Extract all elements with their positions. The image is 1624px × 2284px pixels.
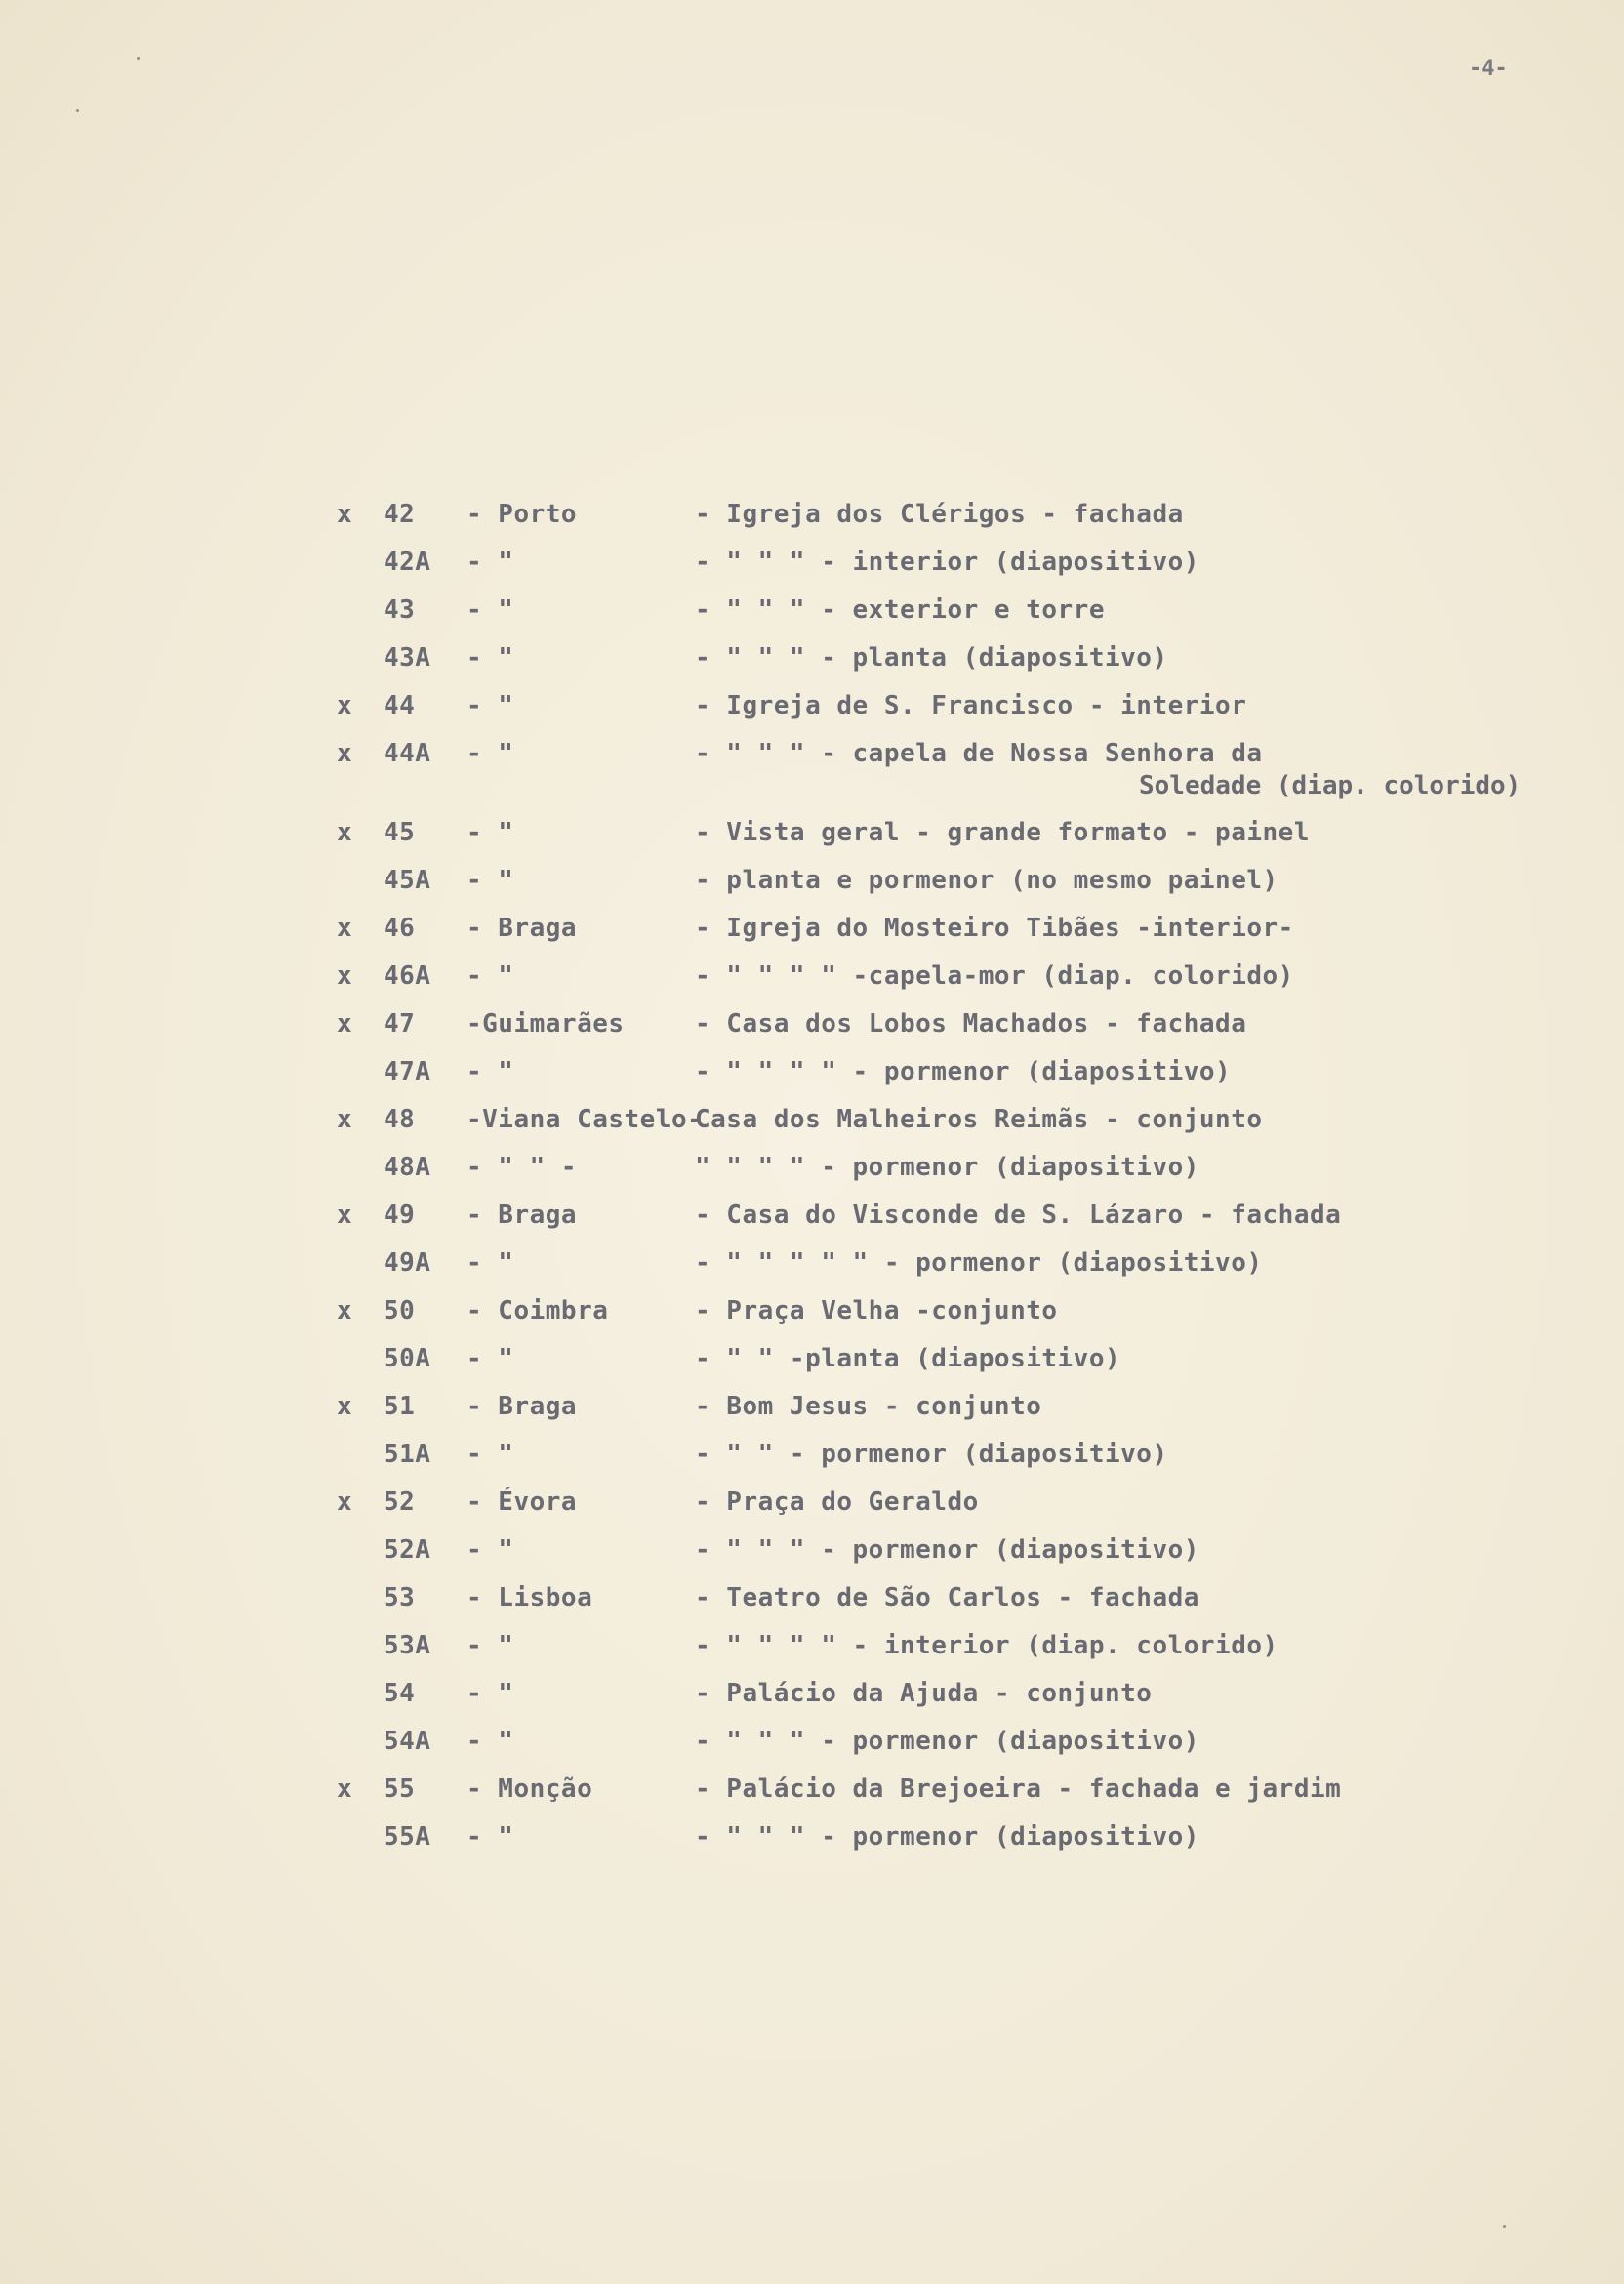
paper-speck xyxy=(1503,2225,1506,2228)
entry-description: - " " " - capela de Nossa Senhora da xyxy=(695,739,1263,768)
entry-place: - Braga xyxy=(467,914,578,943)
entry-description: - " " " - pormenor (diapositivo) xyxy=(695,1535,1199,1565)
entry-number: 45 xyxy=(384,818,416,847)
entry-place: - " xyxy=(467,548,514,577)
entry-place: - " xyxy=(467,866,514,895)
entry-mark: x xyxy=(337,1105,353,1134)
entry-description: - Casa dos Lobos Machados - fachada xyxy=(695,1009,1247,1039)
entry-description: - Praça Velha -conjunto xyxy=(695,1296,1058,1326)
entry-number: 52A xyxy=(384,1535,431,1565)
entry-place: - " xyxy=(467,1248,514,1278)
entry-number: 55A xyxy=(384,1822,431,1852)
entry-number: 42 xyxy=(384,500,416,529)
entry-mark: x xyxy=(337,1774,353,1804)
entry-description: - " " - pormenor (diapositivo) xyxy=(695,1440,1168,1469)
entry-number: 53 xyxy=(384,1583,416,1612)
entry-place: - " xyxy=(467,1344,514,1373)
entry-place: - " xyxy=(467,1822,514,1852)
entry-mark: x xyxy=(337,914,353,943)
entry-number: 44 xyxy=(384,691,416,720)
entry-description: - " " " - planta (diapositivo) xyxy=(695,643,1168,673)
paper-speck xyxy=(137,57,140,60)
entry-mark: x xyxy=(337,1488,353,1517)
entry-number: 48 xyxy=(384,1105,416,1134)
entry-description: - " " " " -capela-mor (diap. colorido) xyxy=(695,961,1294,991)
entry-place: - Lisboa xyxy=(467,1583,593,1612)
entry-mark: x xyxy=(337,1296,353,1326)
entry-place: - " xyxy=(467,643,514,673)
entry-description: - planta e pormenor (no mesmo painel) xyxy=(695,866,1279,895)
entry-description: - " " " " " - pormenor (diapositivo) xyxy=(695,1248,1263,1278)
entry-description: - Palácio da Ajuda - conjunto xyxy=(695,1679,1153,1708)
entry-place: - " xyxy=(467,961,514,991)
entry-mark: x xyxy=(337,1392,353,1421)
entry-place: - " xyxy=(467,595,514,625)
entry-description: - Igreja dos Clérigos - fachada xyxy=(695,500,1184,529)
entry-number: 51A xyxy=(384,1440,431,1469)
entry-description: - " " " " - interior (diap. colorido) xyxy=(695,1631,1279,1660)
entry-number: 48A xyxy=(384,1153,431,1182)
entry-place: - Porto xyxy=(467,500,578,529)
entry-description: " " " " - pormenor (diapositivo) xyxy=(695,1153,1199,1182)
entry-place: - Braga xyxy=(467,1392,578,1421)
entry-place: - " xyxy=(467,1440,514,1469)
entry-number: 52 xyxy=(384,1488,416,1517)
entry-mark: x xyxy=(337,1201,353,1230)
entry-place: - " xyxy=(467,1057,514,1086)
entry-place: -Viana Castelo- xyxy=(467,1105,704,1134)
entry-description: - Bom Jesus - conjunto xyxy=(695,1392,1042,1421)
entry-number: 49A xyxy=(384,1248,431,1278)
entry-mark: x xyxy=(337,500,353,529)
entry-number: 46 xyxy=(384,914,416,943)
entry-number: 45A xyxy=(384,866,431,895)
entry-number: 44A xyxy=(384,739,431,768)
entry-place: -Guimarães xyxy=(467,1009,625,1039)
entry-place: - " xyxy=(467,1727,514,1756)
entry-place: - Monção xyxy=(467,1774,593,1804)
entry-description: - Teatro de São Carlos - fachada xyxy=(695,1583,1199,1612)
entry-description: - " " " - interior (diapositivo) xyxy=(695,548,1199,577)
entry-place: - " " - xyxy=(467,1153,578,1182)
entry-number: 55 xyxy=(384,1774,416,1804)
entry-number: 43 xyxy=(384,595,416,625)
entry-number: 54 xyxy=(384,1679,416,1708)
entry-number: 50 xyxy=(384,1296,416,1326)
entry-place: - " xyxy=(467,818,514,847)
entry-description: - " " " - pormenor (diapositivo) xyxy=(695,1822,1199,1852)
entry-description: - Casa do Visconde de S. Lázaro - fachada xyxy=(695,1201,1342,1230)
entry-description: - Igreja de S. Francisco - interior xyxy=(695,691,1247,720)
entry-description: - " " " - pormenor (diapositivo) xyxy=(695,1727,1199,1756)
entry-mark: x xyxy=(337,961,353,991)
entry-number: 47A xyxy=(384,1057,431,1086)
entry-number: 53A xyxy=(384,1631,431,1660)
entry-description: - Palácio da Brejoeira - fachada e jardim xyxy=(695,1774,1342,1804)
entry-number: 42A xyxy=(384,548,431,577)
entry-mark: x xyxy=(337,818,353,847)
entry-mark: x xyxy=(337,691,353,720)
entry-number: 54A xyxy=(384,1727,431,1756)
entry-place: - " xyxy=(467,691,514,720)
paper-speck xyxy=(76,109,79,112)
entry-description: - " " -planta (diapositivo) xyxy=(695,1344,1121,1373)
entry-place: - " xyxy=(467,739,514,768)
entry-place: - Évora xyxy=(467,1488,578,1517)
entry-place: - " xyxy=(467,1631,514,1660)
entry-44a-continuation: Soledade (diap. colorido) xyxy=(1139,771,1522,800)
entry-description: - " " " - exterior e torre xyxy=(695,595,1105,625)
entry-description: - Praça do Geraldo xyxy=(695,1488,979,1517)
entry-number: 46A xyxy=(384,961,431,991)
entry-number: 47 xyxy=(384,1009,416,1039)
entry-number: 49 xyxy=(384,1201,416,1230)
entry-number: 43A xyxy=(384,643,431,673)
entry-mark: x xyxy=(337,1009,353,1039)
entry-place: - Coimbra xyxy=(467,1296,609,1326)
entry-description: Casa dos Malheiros Reimãs - conjunto xyxy=(695,1105,1263,1134)
entry-number: 50A xyxy=(384,1344,431,1373)
entry-mark: x xyxy=(337,739,353,768)
entry-description: - " " " " - pormenor (diapositivo) xyxy=(695,1057,1232,1086)
page-number: -4- xyxy=(1469,57,1508,81)
entry-place: - " xyxy=(467,1679,514,1708)
entry-number: 51 xyxy=(384,1392,416,1421)
entry-place: - Braga xyxy=(467,1201,578,1230)
entry-description: - Vista geral - grande formato - painel xyxy=(695,818,1310,847)
entry-place: - " xyxy=(467,1535,514,1565)
entry-description: - Igreja do Mosteiro Tibães -interior- xyxy=(695,914,1294,943)
